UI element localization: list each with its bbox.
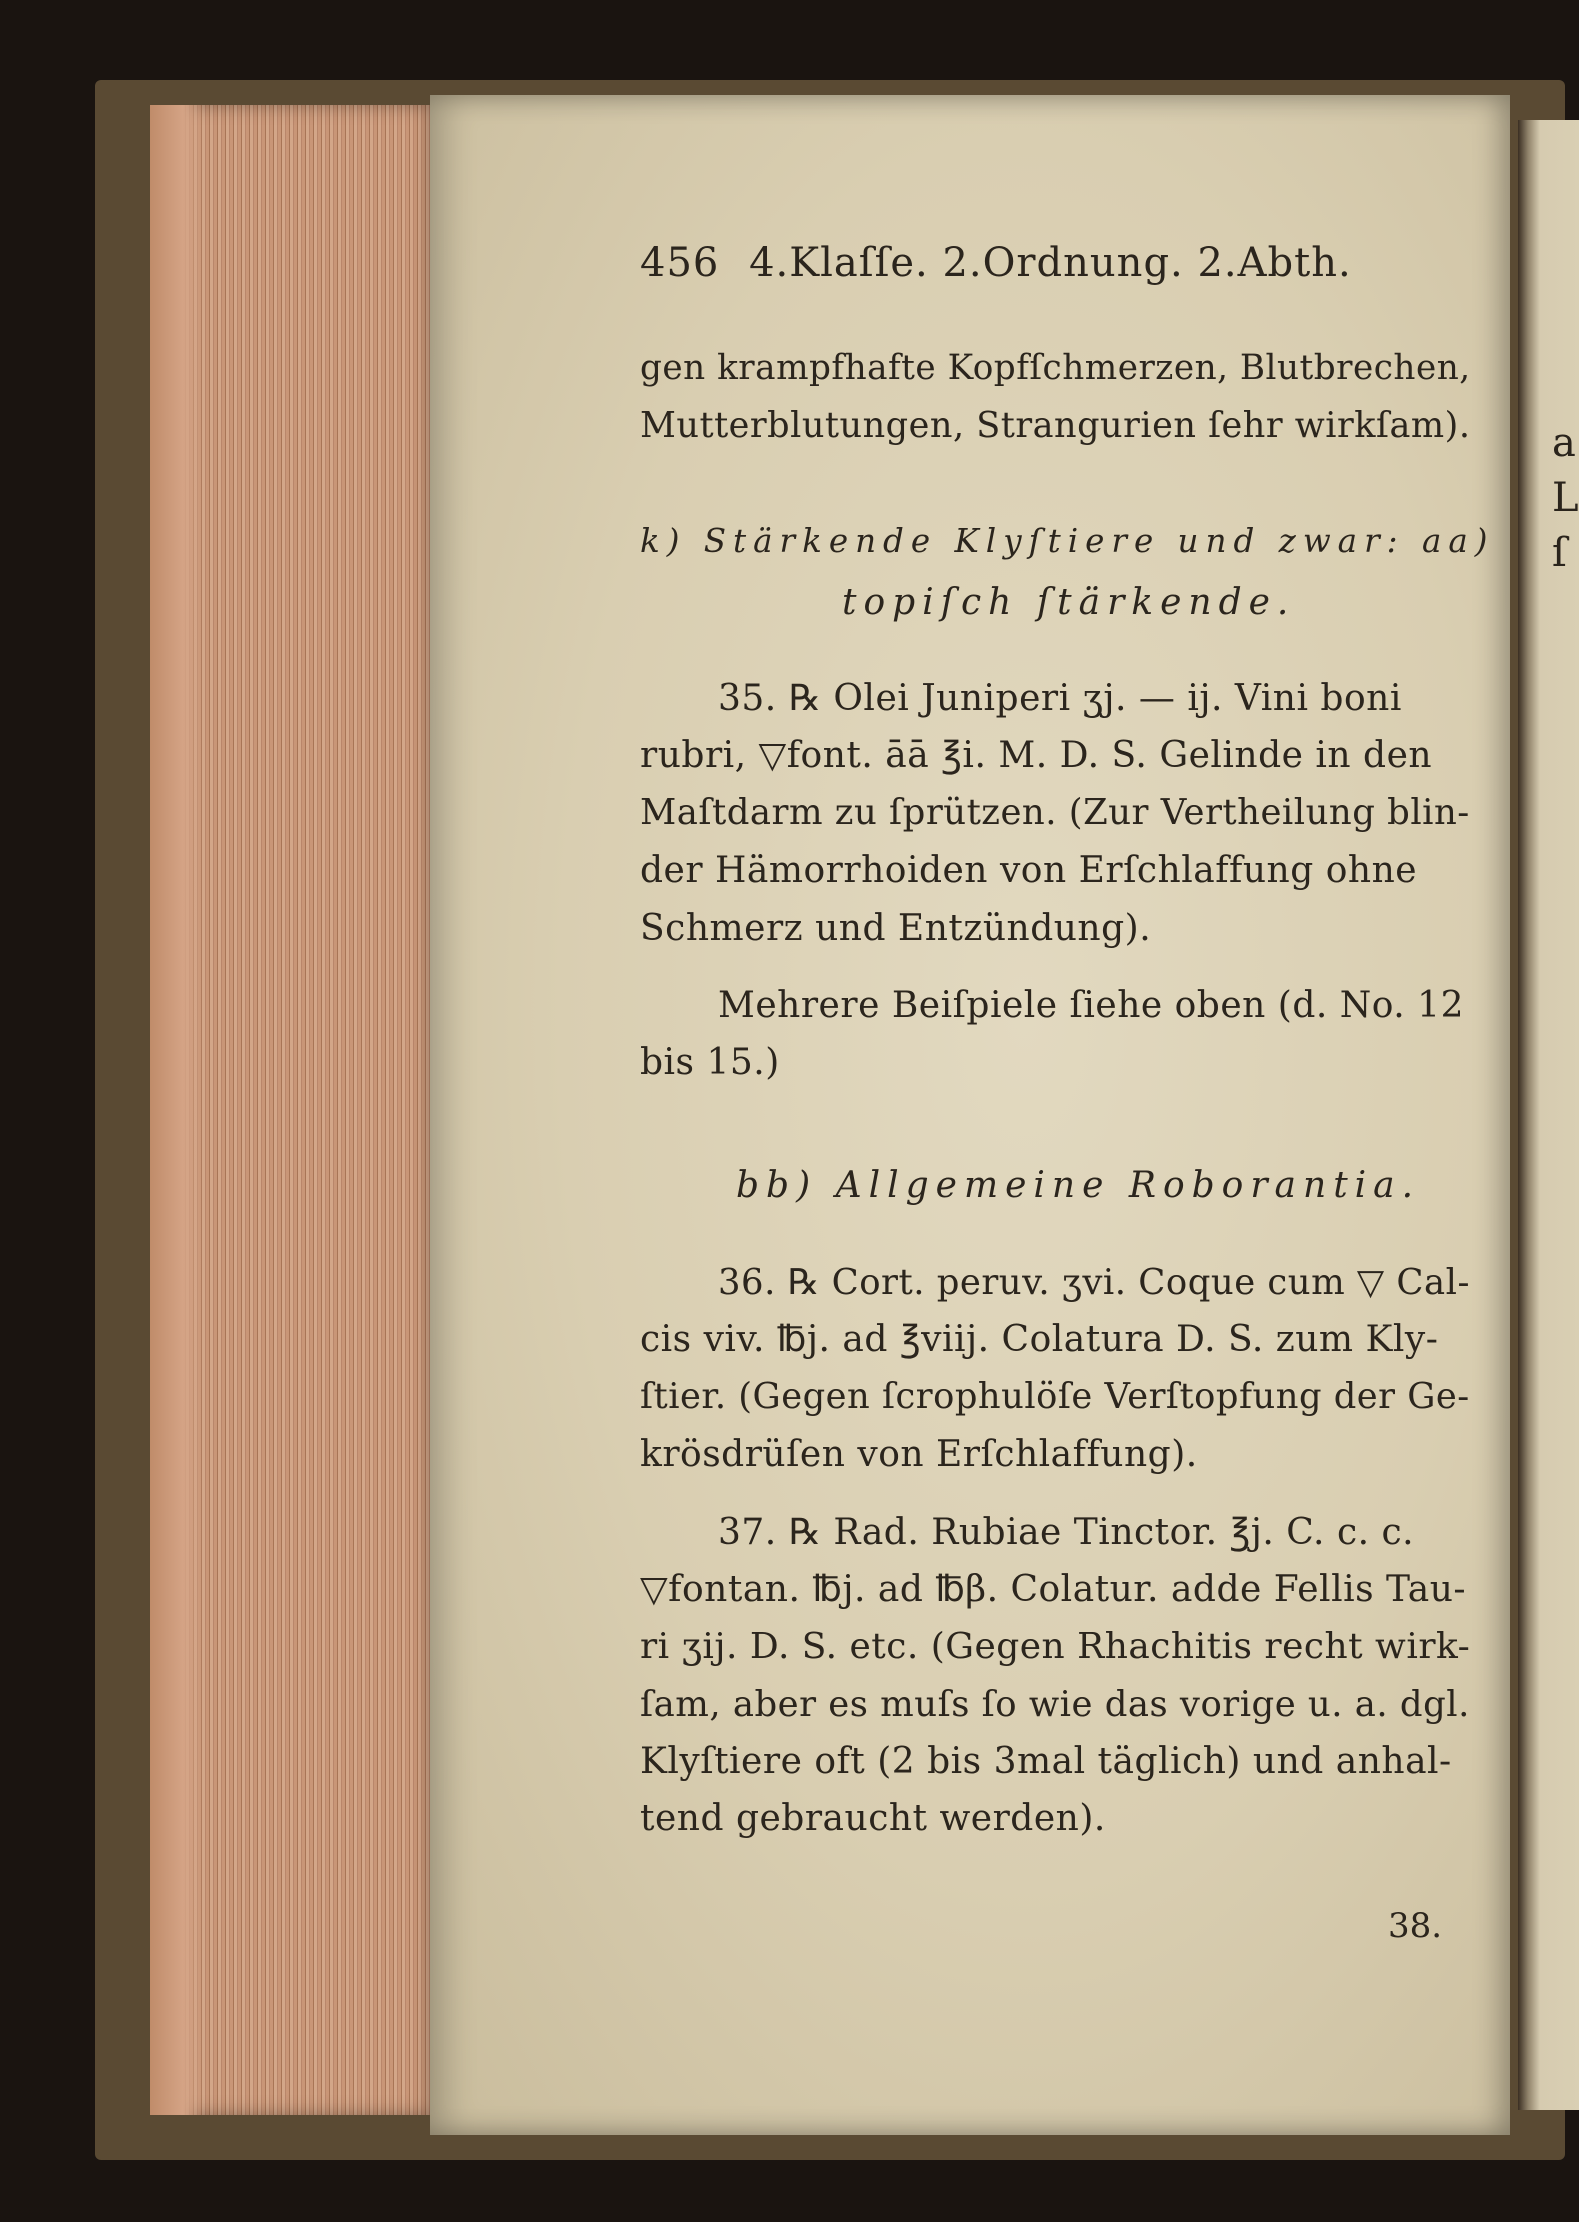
- text-line: ſam, aber es muſs ſo wie das vorige u. a. dgl.: [640, 1684, 1470, 1725]
- text-line: ri ʒij. D. S. etc. (Gegen Rhachitis recht wirk-: [640, 1626, 1471, 1667]
- text-line: rubri, ▽font. āā ℥i. M. D. S. Gelinde in den: [640, 735, 1433, 776]
- text-line: Schmerz und Entzündung).: [640, 908, 1152, 949]
- facing-page-fragment: a: [1552, 420, 1576, 466]
- section-heading: k) Stärkende Klyſtiere und zwar: aa): [640, 522, 1495, 560]
- text-line: ſtier. (Gegen ſcrophulöſe Verſtopfung der Ge-: [640, 1376, 1470, 1417]
- facing-page-fragment: L: [1552, 475, 1579, 521]
- text-line: der Hämorrhoiden von Erſchlaffung ohne: [640, 850, 1418, 891]
- running-title: 4.Klaſſe. 2.Ordnung. 2.Abth.: [749, 240, 1352, 286]
- section-heading: bb) Allgemeine Roborantia.: [736, 1165, 1421, 1206]
- text-line: bis 15.): [640, 1042, 780, 1083]
- text-line: ▽fontan. ℔j. ad ℔β. Colatur. adde Fellis Tau-: [640, 1569, 1467, 1610]
- page-block-edge: [150, 105, 440, 2115]
- page-header: [640, 240, 1352, 286]
- text-line: Maſtdarm zu ſprützen. (Zur Vertheilung blin-: [640, 792, 1470, 833]
- text-line: 37. ℞ Rad. Rubiae Tinctor. ℥j. C. c. c.: [718, 1512, 1415, 1553]
- section-heading: topiſch ſtärkende.: [842, 582, 1296, 623]
- text-line: cis viv. ℔j. ad ℥viij. Colatura D. S. zum Kly-: [640, 1319, 1439, 1360]
- text-line: tend gebraucht werden).: [640, 1798, 1106, 1839]
- facing-page-fragment: ſ: [1552, 530, 1567, 576]
- text-line: gen krampfhafte Kopfſchmerzen, Blutbrechen,: [640, 348, 1471, 388]
- page-number: 456: [640, 240, 720, 286]
- text-line: 35. ℞ Olei Juniperi ʒj. — ij. Vini boni: [718, 678, 1402, 719]
- text-line: Mehrere Beiſpiele ſiehe oben (d. No. 12: [718, 985, 1464, 1026]
- catchword: 38.: [1388, 1906, 1443, 1946]
- text-line: Mutterblutungen, Strangurien ſehr wirkſam).: [640, 405, 1471, 446]
- text-line: 36. ℞ Cort. peruv. ʒvi. Coque cum ▽ Cal-: [718, 1262, 1470, 1303]
- text-line: Klyſtiere oft (2 bis 3mal täglich) und anhal-: [640, 1741, 1452, 1782]
- text-line: krösdrüſen von Erſchlaffung).: [640, 1434, 1198, 1475]
- facing-page-edge: [1518, 120, 1579, 2110]
